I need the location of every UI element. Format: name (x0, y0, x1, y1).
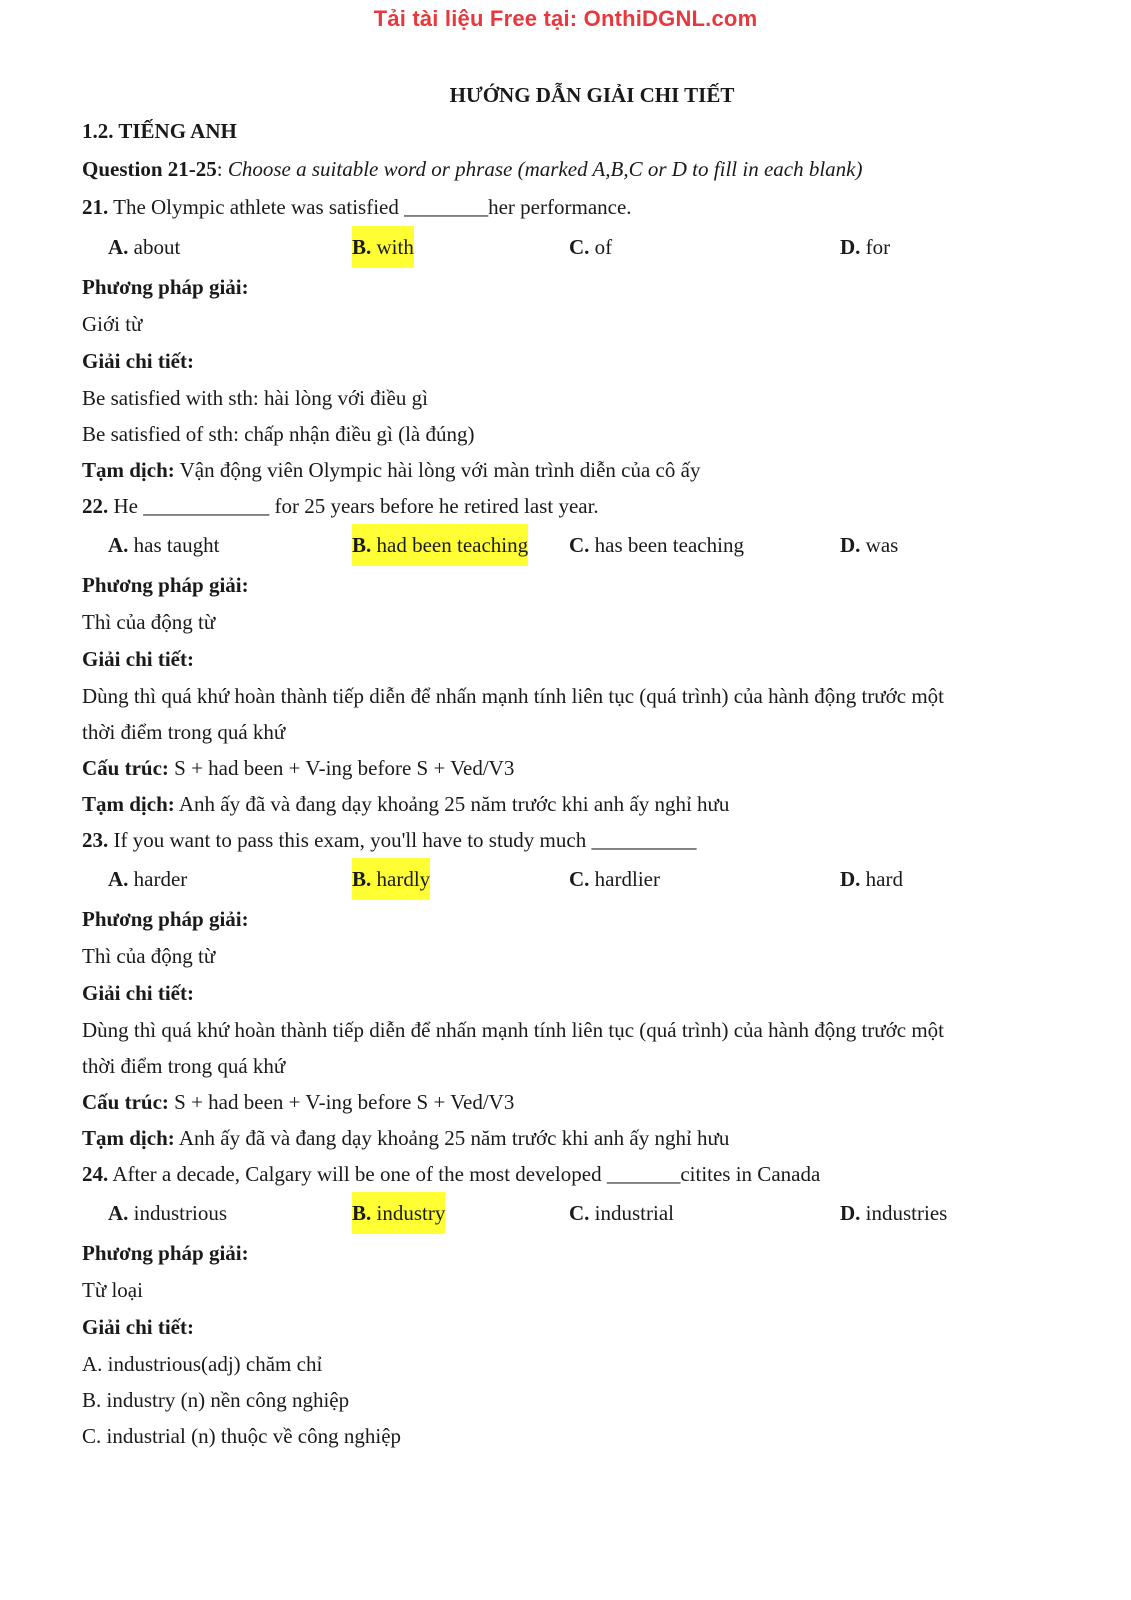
option-text: has been teaching (589, 533, 744, 557)
option-letter: D. (840, 533, 861, 557)
document-body (82, 78, 1042, 1454)
option-letter: C. (569, 235, 590, 259)
option-letter: A. (108, 235, 129, 259)
option-c (569, 226, 612, 268)
translation-line (82, 786, 1042, 822)
option-text: industrial (589, 1201, 674, 1225)
option-b-correct (352, 226, 414, 268)
option-letter: A. (108, 867, 129, 891)
instruction-sep: : (216, 157, 228, 181)
detail-line: Dùng thì quá khứ hoàn thành tiếp diễn để nhấn mạnh tính liên tục (quá trình) của hành động trước một (82, 684, 945, 708)
option-text: industries (860, 1201, 948, 1225)
options-22 (82, 524, 1042, 566)
method-label: Phương pháp giải: (82, 1241, 249, 1265)
question-stem: After a decade, Calgary will be one of the most developed _______citites in Canada (108, 1162, 821, 1186)
question-number: 21. (82, 195, 109, 219)
option-letter: D. (840, 235, 861, 259)
structure-label: Cấu trúc: (82, 756, 169, 780)
option-letter: B. (352, 533, 372, 557)
options-24 (82, 1192, 1042, 1234)
method-label: Phương pháp giải: (82, 573, 249, 597)
question-23 (82, 822, 1042, 858)
section-heading: 1.2. TIẾNG ANH (82, 119, 237, 143)
option-text: for (860, 235, 891, 259)
option-letter: B. (352, 235, 372, 259)
instruction-label: Question 21-25 (82, 157, 217, 181)
structure-line (82, 1084, 1042, 1120)
question-number: 22. (82, 494, 109, 518)
option-c (569, 858, 660, 900)
option-d (840, 524, 898, 566)
option-a (108, 858, 187, 900)
option-c (569, 524, 744, 566)
translation-label: Tạm dịch: (82, 458, 175, 482)
translation-line (82, 1120, 1042, 1156)
option-text: hardly (371, 867, 431, 891)
translation-label: Tạm dịch: (82, 792, 175, 816)
option-letter: C. (569, 1201, 590, 1225)
question-21 (82, 188, 1042, 226)
detail-meaning: : hài lòng với điều gì (252, 386, 428, 410)
question-number: 24. (82, 1162, 109, 1186)
option-d (840, 858, 903, 900)
question-number: 23. (82, 828, 109, 852)
translation-label: Tạm dịch: (82, 1126, 175, 1150)
option-a (108, 1192, 227, 1234)
method-text: Thì của động từ (82, 610, 216, 634)
method-text: Thì của động từ (82, 944, 216, 968)
detail-label: Giải chi tiết: (82, 647, 194, 671)
instruction (82, 150, 1042, 188)
structure-text: S + had been + V-ing before S + Ved/V3 (168, 1090, 515, 1114)
option-letter: D. (840, 867, 861, 891)
option-letter: A. (108, 533, 129, 557)
options-23 (82, 858, 1042, 900)
option-d (840, 1192, 947, 1234)
option-text: harder (128, 867, 188, 891)
option-text: has taught (128, 533, 220, 557)
question-stem: If you want to pass this exam, you'll have to study much __________ (108, 828, 697, 852)
option-text: had been teaching (371, 533, 529, 557)
detail-term: Be satisfied of sth (82, 422, 234, 446)
detail-label: Giải chi tiết: (82, 1315, 194, 1339)
translation-text: Anh ấy đã và đang dạy khoảng 25 năm trước khi anh ấy nghỉ hưu (174, 792, 730, 816)
structure-label: Cấu trúc: (82, 1090, 169, 1114)
options-21 (82, 226, 1042, 268)
option-letter: A. (108, 1201, 129, 1225)
method-text: Giới từ (82, 312, 143, 336)
question-stem: He ____________ for 25 years before he retired last year. (108, 494, 599, 518)
translation-text: Anh ấy đã và đang dạy khoảng 25 năm trước khi anh ấy nghỉ hưu (174, 1126, 730, 1150)
structure-line (82, 750, 1042, 786)
instruction-text: Choose a suitable word or phrase (marked A,B,C or D to fill in each blank) (227, 157, 863, 181)
question-22 (82, 488, 1042, 524)
detail-line: Dùng thì quá khứ hoàn thành tiếp diễn để nhấn mạnh tính liên tục (quá trình) của hành động trước một (82, 1018, 945, 1042)
option-text: hard (860, 867, 903, 891)
option-letter: C. (569, 867, 590, 891)
option-b-correct (352, 858, 430, 900)
method-label: Phương pháp giải: (82, 907, 249, 931)
option-text: industry (371, 1201, 446, 1225)
translation-text: Vận động viên Olympic hài lòng với màn trình diễn của cô ấy (174, 458, 701, 482)
method-label: Phương pháp giải: (82, 275, 249, 299)
translation-line (82, 452, 1042, 488)
detail-line (82, 380, 1042, 416)
detail-line (82, 416, 1042, 452)
page-title: HƯỚNG DẪN GIẢI CHI TIẾT (449, 83, 735, 107)
detail-line: thời điểm trong quá khứ (82, 1054, 286, 1078)
detail-meaning: : chấp nhận điều gì (là đúng) (233, 422, 475, 446)
option-text: hardlier (589, 867, 660, 891)
option-text: industrious (128, 1201, 228, 1225)
method-text: Từ loại (82, 1278, 143, 1302)
option-letter: B. (352, 867, 372, 891)
detail-line: B. industry (n) nền công nghiệp (82, 1388, 350, 1412)
structure-text: S + had been + V-ing before S + Ved/V3 (168, 756, 515, 780)
question-stem: The Olympic athlete was satisfied ________her performance. (108, 195, 632, 219)
detail-term: Be satisfied with sth (82, 386, 253, 410)
option-letter: B. (352, 1201, 372, 1225)
option-a (108, 226, 180, 268)
detail-line: A. industrious(adj) chăm chỉ (82, 1352, 323, 1376)
option-b-correct (352, 524, 528, 566)
option-c (569, 1192, 674, 1234)
option-letter: C. (569, 533, 590, 557)
option-b-correct (352, 1192, 445, 1234)
question-24 (82, 1156, 1042, 1192)
site-banner[interactable]: Tải tài liệu Free tại: OnthiDGNL.com (373, 6, 758, 31)
detail-label: Giải chi tiết: (82, 981, 194, 1005)
option-a (108, 524, 219, 566)
option-text: of (589, 235, 613, 259)
detail-line: thời điểm trong quá khứ (82, 720, 286, 744)
option-text: with (371, 235, 414, 259)
option-letter: D. (840, 1201, 861, 1225)
detail-label: Giải chi tiết: (82, 349, 194, 373)
option-text: about (128, 235, 181, 259)
detail-line: C. industrial (n) thuộc về công nghiệp (82, 1424, 402, 1448)
option-text: was (860, 533, 899, 557)
option-d (840, 226, 890, 268)
